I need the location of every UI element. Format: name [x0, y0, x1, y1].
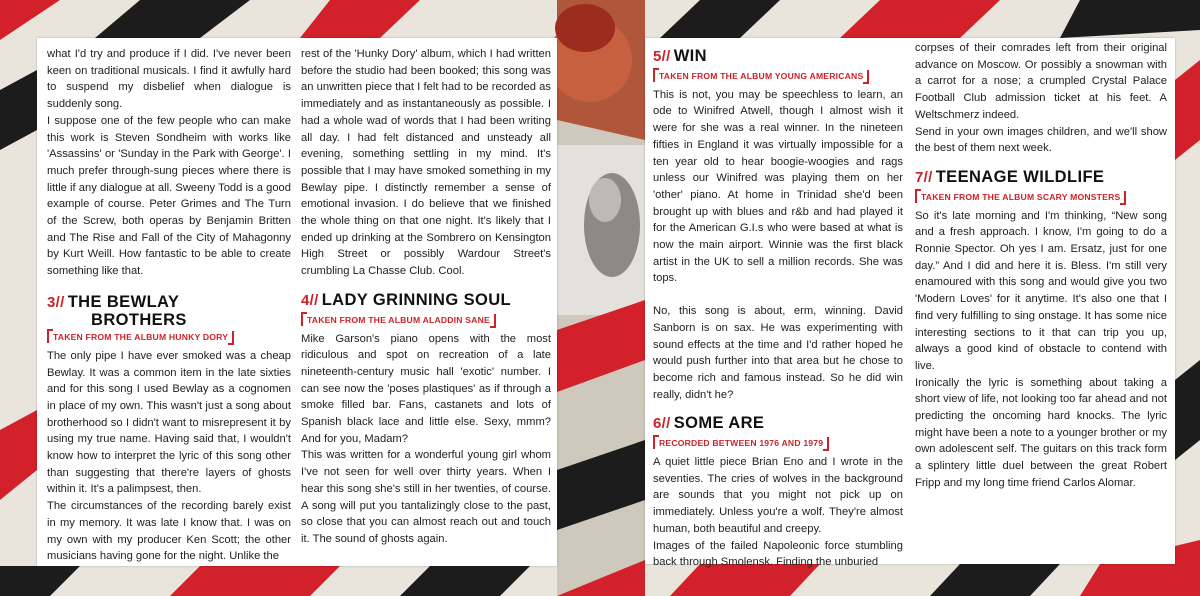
paragraph: I suppose one of the few people who can make this work is Steven Sondheim with works like 'Assassins' or 'Sunday in the Park with George'. I much prefer through-sung pieces where there is little if any dialogue at all. Sweeny Todd is a good example of course. Peter Grimes and The Turn of the Screw, both operas by Benjamin Britten and The Rise and Fall of the City of Mahagonny by Kurt Weill. How fantastic to be able to create something like that. — [47, 114, 291, 278]
section-title: WIN — [673, 47, 707, 65]
paragraph: what I'd try and produce if I did. I've never been keen on traditional musicals. I find it awfully hard to suspend my disbelief when dialogue is suddenly song. — [47, 48, 291, 111]
section-number: 6// — [653, 415, 671, 433]
paragraph: Send in your own images children, and we'll show the best of them next week. — [915, 125, 1167, 155]
album-source-label: TAKEN FROM THE ALBUM YOUNG AMERICANS — [653, 70, 869, 82]
section-title: TEENAGE WILDLIFE — [935, 167, 1105, 186]
right-column-1 — [653, 48, 903, 571]
right-page-panel — [645, 38, 1175, 569]
paragraph: Ironically the lyric is something about taking a short view of life, not looking too far ahead and not predicting the oncoming hard knocks. The lyric might have been a note to a younger brother or my own adolescent self. The guitars on this track form a splintery little duel between the great Robert Fripp and my long time friend Carlos Alomar. — [915, 376, 1167, 489]
section-title-line2: BROTHERS — [91, 310, 187, 329]
section-number: 3// — [47, 293, 65, 311]
paragraph: Images of the failed Napoleonic force stumbling back through Smolensk. Finding the unburied — [653, 539, 903, 569]
paragraph: This is not, you may be speechless to learn, an ode to Winifred Atwell, though I almost wish it were for she was a real winner. In the nineteen fifties in England it was virtually impossible for a ten year old to hear boogie-woogies and rags unless our Winifred was playing them on her 'other' piano. At home in Trinidad she'd been brought up with blues and r&b and had played it for the American G.I.s who were based at what is now the main airport. Winnie was the first black artist in the UK to sell a million records. She was tops. — [653, 88, 903, 285]
section-heading-7 — [915, 169, 1167, 188]
section-number: 5// — [653, 48, 671, 65]
paragraph-gap — [653, 287, 903, 303]
album-source-label: TAKEN FROM THE ALBUM ALADDIN SANE — [301, 314, 496, 326]
section-heading-4 — [301, 292, 551, 311]
paragraph: A quiet little piece Brian Eno and I wrote in the seventies. The cries of wolves in the background are sounds that you might not pick up on immediately. Unless you're a wolf. They're almost human, both beautiful and creepy. — [653, 456, 903, 535]
paragraph: This was written for a wonderful young girl whom I've not seen for well over thirty years. When I hear this song she's still in her twenties, of course. A song will put you tantalizingly close to the past, so close that you can almost reach out and touch it. The sound of ghosts again. — [301, 449, 551, 545]
left-column-2 — [301, 46, 551, 548]
section-title-line1: THE BEWLAY — [67, 292, 180, 311]
album-source-label: TAKEN FROM THE ALBUM HUNKY DORY — [47, 331, 234, 343]
section-heading-3 — [47, 294, 291, 328]
paragraph: Mike Garson's piano opens with the most ridiculous and spot on recreation of a late nineteenth-century music hall 'exotic' number. I can see now the 'poses plastiques' as if through a smoke filled bar. Fans, castanets and lots of Spanish black lace and little else. Sexy, mmm? And for you, Madam? — [301, 332, 551, 445]
album-source-label: TAKEN FROM THE ALBUM SCARY MONSTERS — [915, 191, 1126, 203]
paragraph: The only pipe I have ever smoked was a cheap Bewlay. It was a common item in the late sixties and for this song I used Bewlay as a cognomen in place of my own. This wasn't just a song about brotherhood so I didn't want to misrepresent it by using my true name. Having said that, I wouldn't know how to interpret the lyric of this song other than suggesting that there're layers of ghosts within it. It's a palimpsest, then. — [47, 349, 291, 496]
left-column-1 — [47, 46, 291, 565]
paragraph: The circumstances of the recording barely exist in my memory. It was late I know that. I was on my own with my producer Ken Scott; the other musicians having gone for the night. Unlike the — [47, 500, 291, 563]
paragraph: corpses of their comrades left from their original advance on Moscow. Or possibly a snowman with a carrot for a nose; a crumpled Crystal Palace Football Club admission ticket at his feet. A Weltschmerz indeed. — [915, 42, 1167, 121]
paragraph: So it's late morning and I'm thinking, “New song and a fresh approach. I know, I'm going to do a Ronnie Spector. Oh yes I am. Ersatz, just for one day.” And I did and here it is. Bless. I'm still very enamoured with this song and would give you two 'Modern Loves' for it anytime. It's also one that I find very fulfilling to sing onstage. It has some nice interesting sections to it that can trip you up, always a good kind of obstacle to contend with live. — [915, 209, 1167, 372]
right-column-2 — [915, 40, 1167, 492]
left-page-panel — [37, 38, 557, 566]
paragraph: rest of the 'Hunky Dory' album, which I had written before the studio had been booked; this song was an unwritten piece that I felt had to be recorded as immediately and as instantaneously as possible. I had a whole wad of words that I had been writing all day. I had felt distanced and unsteady all evening, something settling in my mind. It's possible that I may have smoked something in my Bewlay pipe. I distinctly remember a sense of emotional invasion. I do believe that we finished the whole thing on that one night. It's likely that I ended up drinking at the Sombrero on Kensington High Street or possibly Wardour Street's crumbling La Chasse Club. Cool. — [301, 48, 551, 278]
section-heading-6 — [653, 415, 903, 434]
section-title: LADY GRINNING SOUL — [321, 290, 512, 309]
album-source-label: RECORDED BETWEEN 1976 AND 1979 — [653, 437, 829, 449]
paragraph: No, this song is about, erm, winning. David Sanborn is on sax. He was experimenting with sound effects at the time and I'd rather hoped he would push further into that area but he chose to become rich and famous instead. So he did win really, didn't he? — [653, 305, 903, 401]
section-title: SOME ARE — [673, 414, 765, 433]
section-number: 7// — [915, 168, 933, 186]
section-heading-5 — [653, 48, 903, 67]
section-number: 4// — [301, 291, 319, 309]
